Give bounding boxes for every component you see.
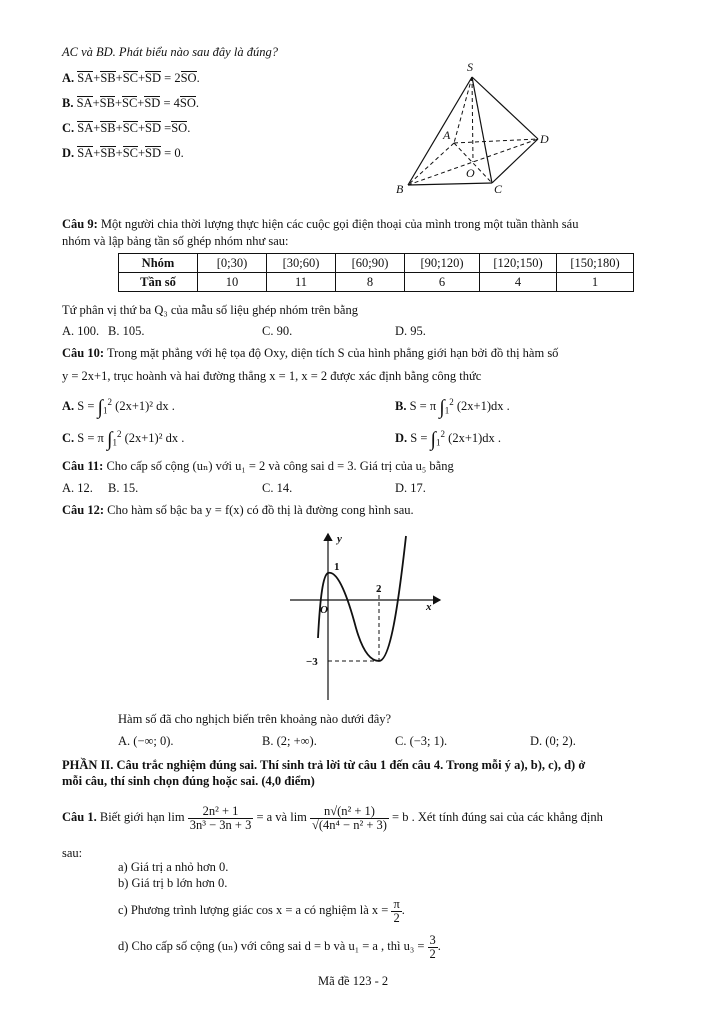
q10-text-line1: Câu 10: Trong mặt phẳng với hệ tọa độ Oxy, diện tích S của hình phẳng giới hạn bởi đồ thị hàm số — [62, 346, 559, 360]
table-row — [119, 254, 634, 273]
q8-intro: AC và BD. Phát biểu nào sau đây là đúng? — [62, 45, 278, 59]
q12-text: Câu 12: Cho hàm số bậc ba y = f(x) có đồ thị là đường cong hình sau. — [62, 503, 414, 517]
table-cell: 11 — [267, 273, 336, 292]
table-header-cell: Tần số — [119, 273, 198, 292]
label-x: x — [426, 601, 432, 613]
table-cell: [30;60) — [267, 254, 336, 273]
q8-option-c: C. SA+SB+SC+SD =SO. — [62, 121, 191, 135]
table-cell: [60;90) — [336, 254, 405, 273]
edge-bc — [408, 183, 492, 185]
q11-option-c: C. 14. — [262, 481, 293, 495]
label-d: D — [540, 132, 549, 146]
table-row — [119, 273, 634, 292]
cubic-curve — [318, 536, 406, 661]
table-cell: 4 — [480, 273, 557, 292]
label-s: S — [467, 60, 473, 74]
label-c: C — [494, 182, 503, 196]
p2q1-item-c: c) Phương trình lượng giác cos x = a có nghiệm là x = $\frac{\pi}{2}$ . — [118, 896, 405, 925]
table-cell: 10 — [198, 273, 267, 292]
q12-question: Hàm số đã cho nghịch biến trên khoảng nào dưới đây? — [118, 712, 392, 726]
edge-ad — [454, 139, 538, 143]
page-footer: Mã đề 123 - 2 — [318, 974, 389, 988]
q12-option-a: A. (−∞; 0). — [118, 734, 174, 748]
label-y: y — [337, 533, 342, 545]
table-cell: [150;180) — [557, 254, 634, 273]
q9-option-d: D. 95. — [395, 324, 426, 338]
q8-option-b: B. SA+SB+SC+SD = 4SO. — [62, 96, 200, 110]
table-cell: [0;30) — [198, 254, 267, 273]
edge-cd — [492, 139, 538, 183]
q8-option-d: D. SA+SB+SC+SD = 0. — [62, 146, 184, 160]
label-o: O — [466, 166, 475, 180]
p2q1-item-d: d) Cho cấp số cộng (uₙ) với công sai d = b và u₁ = a , thì u₃ = $\frac{3}{2}$ . — [118, 932, 441, 961]
q10-option-a: A. $S = \int_1^2$ (2x+1)² dx . — [62, 396, 175, 419]
q10-text-line2: y = 2x+1, trục hoành và hai đường thẳng x = 1, x = 2 được xác định bằng công thức — [62, 369, 482, 383]
part2-heading-line1: PHẦN II. Câu trắc nghiệm đúng sai. Thí sinh trả lời từ câu 1 đến câu 4. Trong mỗi ý a), b), c), d) ở — [62, 758, 586, 772]
edge-sa — [454, 77, 472, 143]
edge-ab — [408, 143, 454, 185]
table-cell: 8 — [336, 273, 405, 292]
q9-text-line1: Câu 9: Một người chia thời lượng thực hiện các cuộc gọi điện thoại của mình trong một tuần thành sáu — [62, 217, 579, 231]
label-origin: O — [320, 604, 328, 616]
q9-text-line2: nhóm và lập bảng tần số ghép nhóm như sau: — [62, 234, 289, 248]
table-cell: 1 — [557, 273, 634, 292]
table-cell: [120;150) — [480, 254, 557, 273]
q12-option-b: B. (2; +∞). — [262, 734, 317, 748]
q9-option-a: A. 100. — [62, 324, 100, 338]
q12-option-c: C. (−3; 1). — [395, 734, 448, 748]
q11-text: Câu 11: Cho cấp số cộng (uₙ) với u₁ = 2 và công sai d = 3. Giá trị của u₅ bằng — [62, 459, 454, 473]
label-a: A — [443, 128, 451, 142]
height-so — [472, 77, 473, 162]
q9-option-b: B. 105. — [108, 324, 145, 338]
table-cell: 6 — [405, 273, 480, 292]
q9-option-c: C. 90. — [262, 324, 293, 338]
edge-sb — [408, 77, 472, 185]
frequency-table — [118, 253, 634, 292]
p2q1-statement: Câu 1. Biết giới hạn lim $\frac{\text{2n² + 1}}{\text{3n³ − 3n + 3}}$ = a và lim $\frac{\text{n√(n² + 1)}}{\text{√(4n⁴ − n² + 3)}}$ = b . Xét tính đúng sai của các khẳng định — [62, 803, 603, 832]
q10-option-c: C. S = π $\int_1^2$ (2x+1)² dx . — [62, 428, 185, 451]
q8-option-a: A. SA+SB+SC+SD = 2SO. — [62, 71, 200, 85]
q11-option-d: D. 17. — [395, 481, 426, 495]
q10-option-d: D. $S = \int_1^2$ (2x+1)dx . — [395, 428, 502, 451]
p2q1-item-a: a) Giá trị a nhỏ hơn 0. — [118, 860, 229, 874]
q9-question: Tứ phân vị thứ ba Q₃ của mẫu số liệu ghép nhóm trên bằng — [62, 303, 358, 317]
cubic-graph — [280, 528, 450, 708]
label-two: 2 — [376, 583, 382, 595]
label-one: 1 — [334, 561, 340, 573]
table-cell: [90;120) — [405, 254, 480, 273]
label-b: B — [396, 182, 404, 196]
table-header-cell: Nhóm — [119, 254, 198, 273]
q12-option-d: D. (0; 2). — [530, 734, 576, 748]
q11-option-a: A. 12. — [62, 481, 93, 495]
pyramid-figure — [380, 55, 560, 200]
q11-option-b: B. 15. — [108, 481, 139, 495]
q10-option-b: B. S = π $\int_1^2$ (2x+1)dx . — [395, 396, 510, 419]
p2q1-cont: sau: — [62, 846, 83, 860]
part2-heading-line2: mỗi câu, thí sinh chọn đúng hoặc sai. (4,0 điểm) — [62, 774, 315, 788]
label-minus-three: −3 — [306, 656, 318, 668]
p2q1-item-b: b) Giá trị b lớn hơn 0. — [118, 876, 228, 890]
